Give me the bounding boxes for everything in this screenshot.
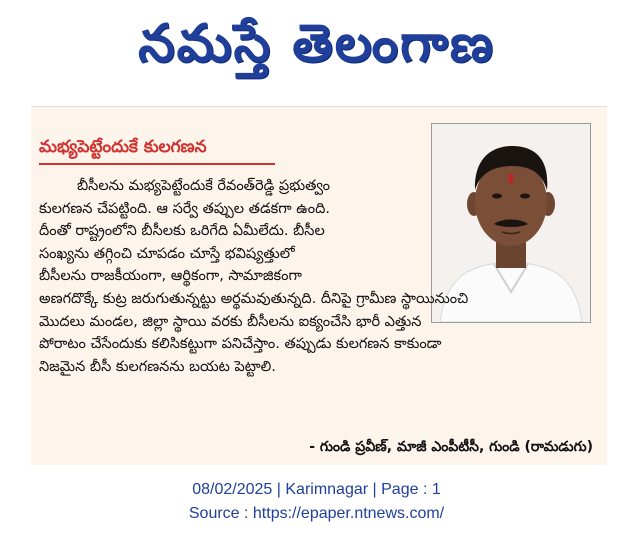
article-clipping [31,106,607,465]
body-line: మొదలు మండల, జిల్లా స్థాయి వరకు బీసీలను ఐక్యంచేసి భారీ ఎత్తున [39,313,422,330]
body-line: బీసీలను మభ్యపెట్టేందుకే రేవంత్‌రెడ్డి ప్రభుత్వం [77,178,330,194]
article-byline: - గుండి ప్రవీణ్, మాజీ ఎంపీటీసీ, గుండి (రామడుగు) [309,439,593,455]
body-line: పోరాటం చేసేందుకు కలిసికట్టుగా పనిచేస్తాం. తప్పుడు కులగణన కాకుండా [39,336,442,353]
body-line: నిజమైన బీసీ కులగణనను బయట పెట్టాలి. [39,358,276,375]
footer-meta: 08/02/2025 | Karimnagar | Page : 1 [192,481,441,498]
footer-source: Source : https://epaper.ntnews.com/ [188,505,445,522]
body-line: బీసీలను రాజకీయంగా, ఆర్థికంగా, సామాజికంగా [39,268,302,285]
article-headline: మభ్యపెట్టేందుకే కులగణన [39,137,207,157]
article-body-column [39,175,419,288]
masthead-title: నమస్తే తెలంగాణ [138,13,495,74]
body-line: సంఖ్యను తగ్గించి చూపడం చూస్తే భవిష్యత్తులో [39,245,295,262]
body-line: అణగదొక్కే కుట్ర జరుగుతున్నట్టు అర్థమవుతున్నది. దీనిపై గ్రామీణ స్థాయినుంచి [39,291,469,307]
body-line: దీంతో రాష్ట్రంలోని బీసీలకు ఒరిగేది ఏమీలేదు. బీసీల [39,223,325,240]
article-body-full [39,288,601,378]
headline-underline [39,163,275,165]
body-line: కులగణన చేపట్టింది. ఆ సర్వే తప్పుల తడకగా ఉంది. [39,200,330,217]
footer [0,478,633,526]
